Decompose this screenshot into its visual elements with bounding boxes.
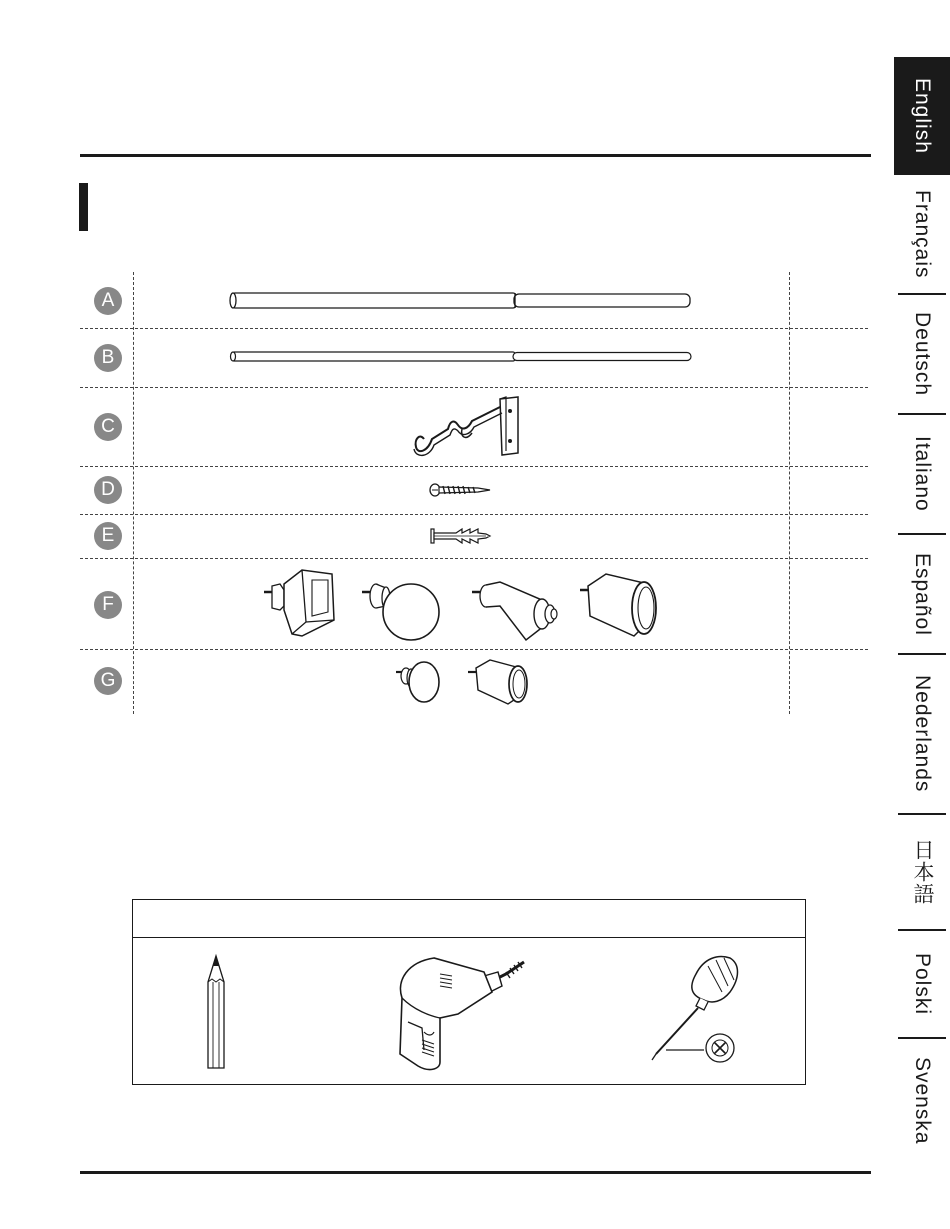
top-rule: [80, 154, 871, 157]
tab-separator: [898, 1037, 946, 1039]
finial-cone-illustration: [470, 576, 562, 644]
tab-francais[interactable]: Français: [911, 189, 934, 279]
anchor-illustration: [428, 525, 494, 547]
tab-espanol[interactable]: Español: [911, 552, 934, 636]
table-divider: [133, 272, 134, 714]
tab-separator: [898, 293, 946, 295]
row-divider: [80, 514, 868, 515]
tab-nederlands[interactable]: Nederlands: [911, 675, 934, 793]
part-label-d: D: [94, 476, 122, 504]
tab-deutsch[interactable]: Deutsch: [911, 311, 934, 397]
part-label-g: G: [94, 667, 122, 695]
screwdriver-icon: [650, 952, 750, 1068]
tab-english[interactable]: English: [894, 57, 950, 175]
row-divider: [80, 466, 868, 467]
tab-svenska[interactable]: Svenska: [911, 1057, 934, 1145]
part-label-b: B: [94, 344, 122, 372]
finial-square-illustration: [262, 566, 338, 640]
section-marker: [79, 183, 88, 231]
tab-polski[interactable]: Polski: [911, 952, 934, 1016]
part-label-c: C: [94, 413, 122, 441]
rod-thin-illustration: [228, 349, 698, 365]
rod-thick-illustration: [228, 290, 698, 312]
table-divider: [789, 272, 790, 714]
tab-separator: [898, 533, 946, 535]
tab-italiano[interactable]: Italiano: [911, 436, 934, 512]
tab-japanese[interactable]: 日本語: [911, 839, 934, 905]
pencil-icon: [204, 954, 228, 1070]
finial-small-cylinder-illustration: [466, 656, 534, 706]
tools-header: [133, 900, 805, 938]
row-divider: [80, 649, 868, 650]
finial-cylinder-illustration: [578, 570, 662, 640]
finial-ball-illustration: [360, 574, 442, 646]
row-divider: [80, 387, 868, 388]
row-divider: [80, 558, 868, 559]
tab-separator: [898, 813, 946, 815]
finial-small-knob-illustration: [394, 656, 442, 706]
tab-separator: [898, 653, 946, 655]
part-label-e: E: [94, 522, 122, 550]
bracket-illustration: [410, 393, 530, 461]
tab-separator: [898, 413, 946, 415]
drill-icon: [394, 950, 530, 1072]
tab-separator: [898, 929, 946, 931]
part-label-a: A: [94, 287, 122, 315]
row-divider: [80, 328, 868, 329]
bottom-rule: [80, 1171, 871, 1174]
screw-illustration: [428, 481, 494, 499]
part-label-f: F: [94, 591, 122, 619]
